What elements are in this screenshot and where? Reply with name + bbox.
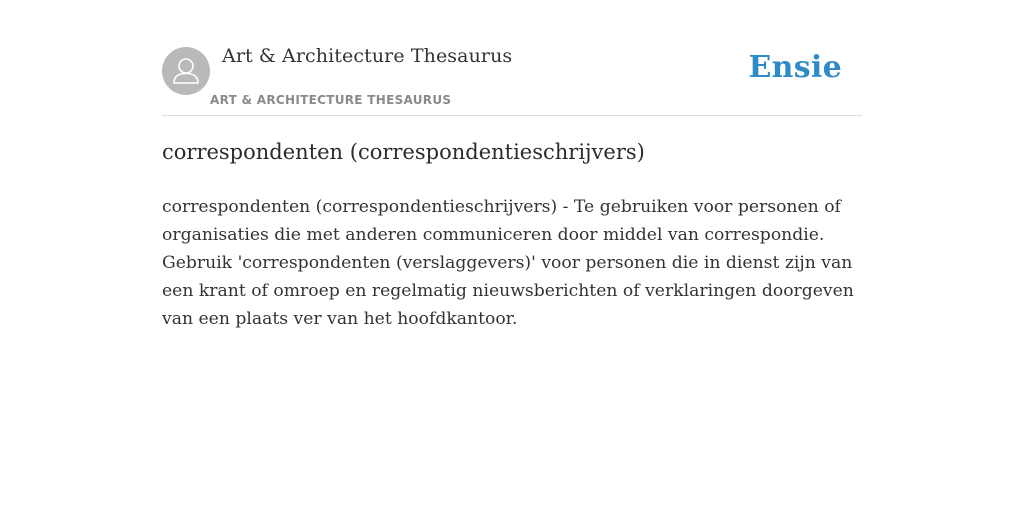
- brand-logo[interactable]: Ensie: [748, 50, 842, 85]
- entry-card: [162, 0, 862, 329]
- source-title[interactable]: Art & Architecture Thesaurus: [222, 45, 513, 67]
- user-icon: [162, 47, 210, 95]
- avatar[interactable]: [162, 47, 210, 95]
- term-definition: correspondenten (correspondentieschrijvers) - Te gebruiken voor personen of organisaties die met anderen communiceren door middel van correspondie. Gebruik 'correspondenten (verslaggevers)' voor personen die in dienst zijn van een krant of omroep en regelmatig nieuwsberichten of verklaringen doorgeven van een plaats ver van het hoofdkantoor.: [162, 197, 854, 329]
- source-caption: ART & ARCHITECTURE THESAURUS: [210, 93, 452, 107]
- entry-header: [162, 0, 862, 116]
- term-title: correspondenten (correspondentieschrijvers): [162, 140, 645, 164]
